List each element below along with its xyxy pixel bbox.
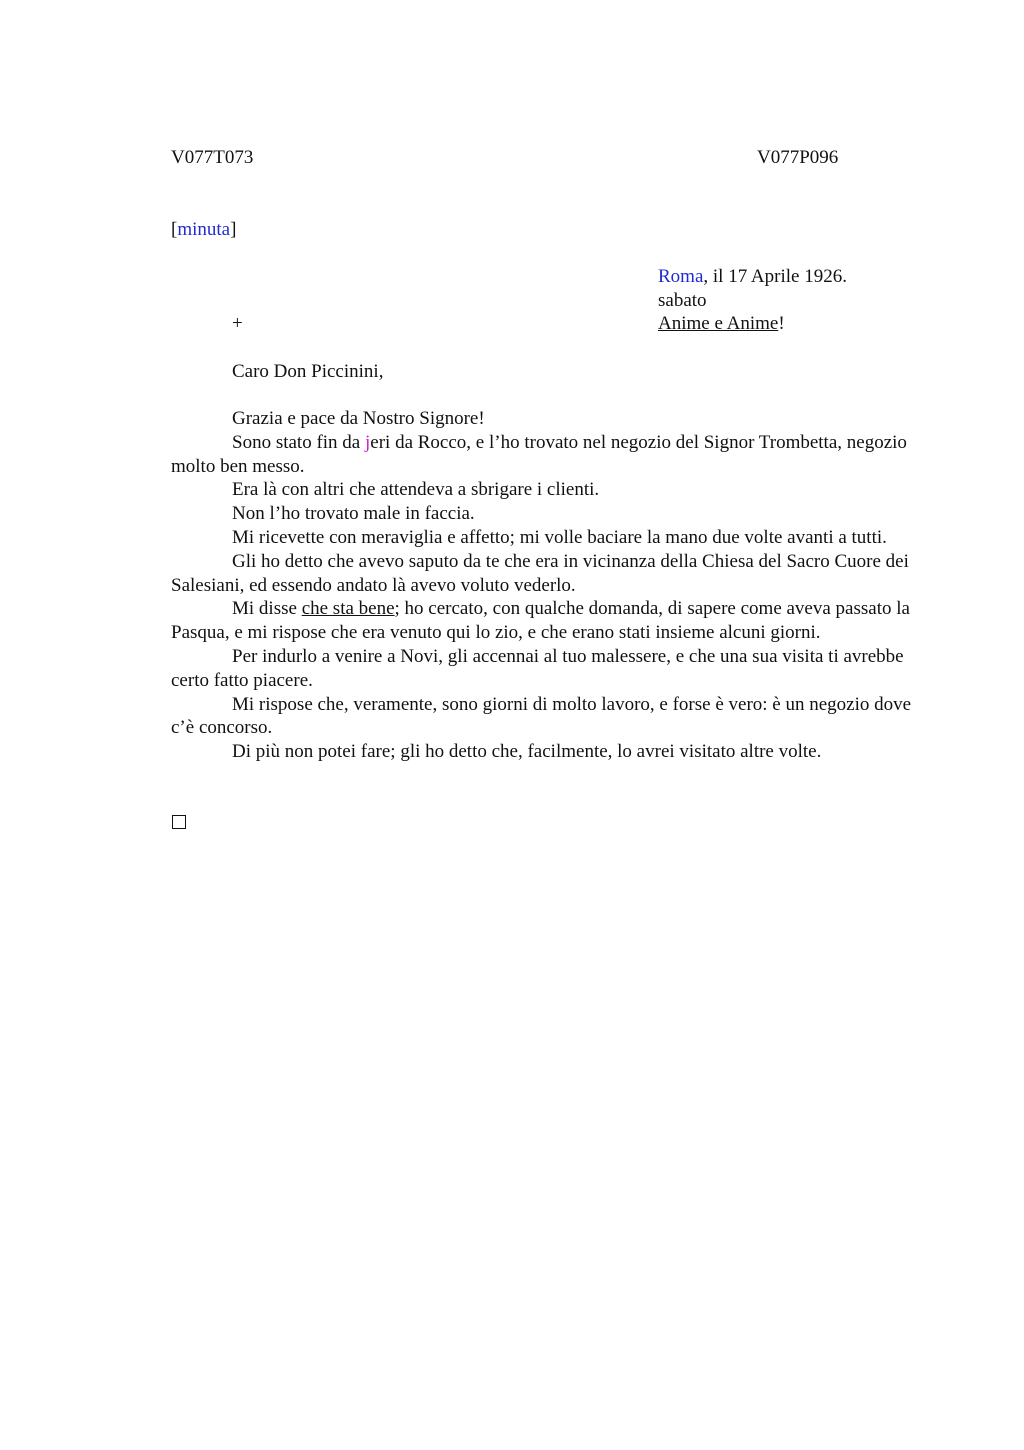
dateline-place: Roma: [658, 266, 704, 287]
paragraph-text: ; ho cercato, con qualche domanda, di sapere come aveva passato la Pasqua, e mi rispose che era venuto qui lo zio, e che erano stati insieme alcuni giorni.: [171, 598, 910, 644]
bracket-close: ]: [230, 219, 237, 240]
dateline: [658, 265, 847, 289]
salutation: Caro Don Piccinini,: [232, 361, 384, 382]
letter-body: [171, 407, 931, 764]
motto-punct: !: [778, 313, 785, 334]
marked-letter: j: [365, 431, 371, 453]
document-type-label: [171, 218, 236, 242]
paragraph: [171, 597, 931, 645]
document-code-right: V077P096: [757, 147, 839, 168]
paragraph: Mi ricevette con meraviglia e affetto; mi volle baciare la mano due volte avanti a tutti.: [232, 526, 887, 548]
paragraph: [171, 431, 931, 479]
cross-mark: +: [232, 313, 243, 334]
dateline-date: , il 17 Aprile 1926.: [703, 266, 847, 287]
paragraph-text: eri da Rocco, e l’ho trovato nel negozio del Signor Trombetta, negozio molto ben messo.: [171, 431, 907, 477]
document-code-left: V077T073: [171, 147, 254, 168]
paragraph: Non l’ho trovato male in faccia.: [232, 503, 475, 525]
dateline-weekday: sabato: [658, 290, 707, 311]
paragraph: Per indurlo a venire a Novi, gli accennai al tuo malessere, e che una sua visita ti avrebbe certo fatto piacere.: [171, 645, 904, 691]
motto: [658, 312, 785, 336]
paragraph-text: Mi disse: [232, 598, 302, 620]
paragraph: Era là con altri che attendeva a sbrigare i clienti.: [232, 479, 600, 501]
bracket-open: [: [171, 219, 178, 240]
paragraph: Di più non potei fare; gli ho detto che, facilmente, lo avrei visitato altre volte.: [232, 741, 822, 763]
greeting: Grazia e pace da Nostro Signore!: [232, 408, 485, 429]
underlined-phrase: che sta bene: [301, 598, 395, 620]
paragraph: Gli ho detto che avevo saputo da te che era in vicinanza della Chiesa del Sacro Cuore dei Salesiani, ed essendo andato là avevo voluto vederlo.: [171, 550, 909, 596]
end-of-text-box-icon: [172, 815, 186, 829]
document-type-text: minuta: [177, 219, 231, 240]
motto-text: Anime e Anime: [658, 313, 779, 334]
paragraph-text: Sono stato fin da: [232, 431, 365, 453]
paragraph: Mi rispose che, veramente, sono giorni di molto lavoro, e forse è vero: è un negozio dove c’è concorso.: [171, 693, 912, 739]
